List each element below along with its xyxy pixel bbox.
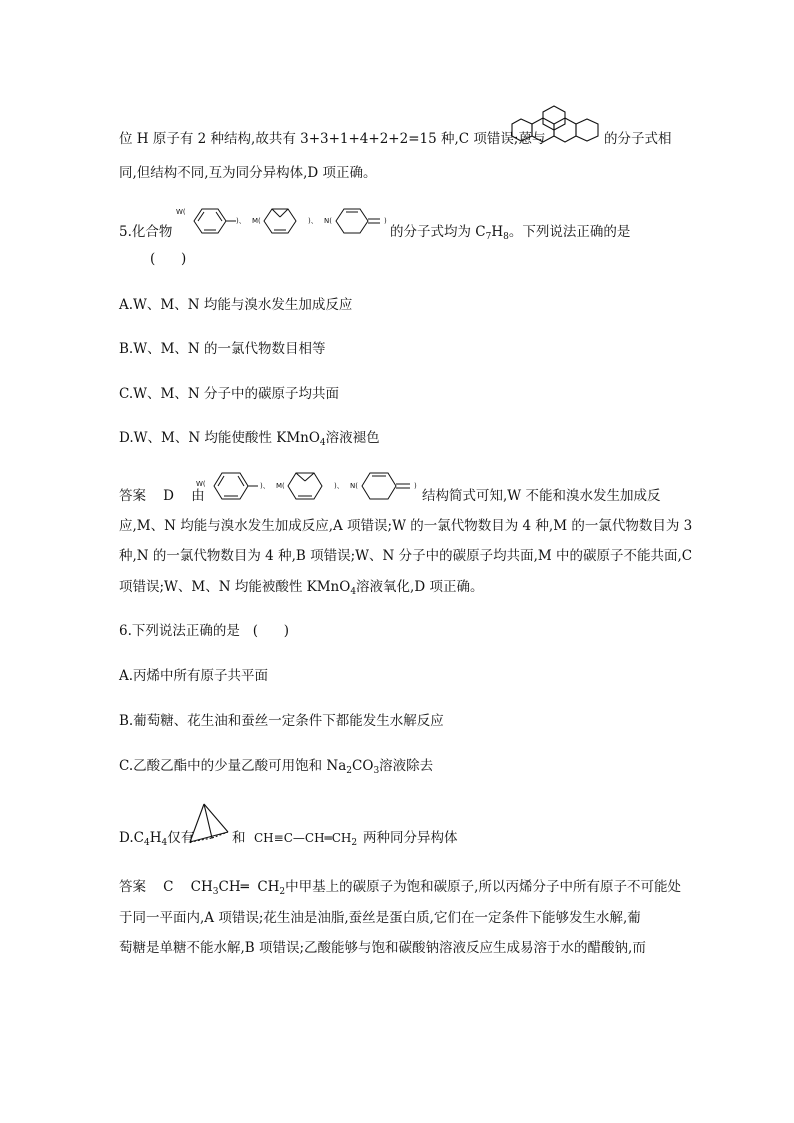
answer-text: 结构简式可知,W 不能和溴水发生加成反 — [422, 488, 661, 504]
option-text: 溶液褪色 — [325, 430, 380, 446]
text-segment: 位 H 原子有 2 种结构,故共有 3+3+1+4+2+2=15 种,C 项错误;蒽与 — [119, 131, 546, 147]
question-5-stem-tail — [390, 222, 630, 244]
mol-label-w: W( — [176, 208, 186, 216]
q5-option-b — [119, 339, 326, 359]
subscript: 4 — [319, 438, 326, 448]
option-text: 仅有 — [167, 830, 195, 846]
mol-close-w: )、 — [236, 217, 246, 225]
answer-text: 溶液氧化,D 项正确。 — [356, 579, 484, 595]
wmn-structures-image — [176, 203, 388, 241]
option-text: C.W、M、N 分子中的碳原子均共面 — [119, 386, 339, 402]
mol-label-n: N( — [350, 482, 358, 490]
answer-label: 答案 D 由 — [119, 488, 205, 504]
answer-text: 应,M、N 均能与溴水发生加成反应,A 项错误;W 的一氯代物数目为 4 种,M 的一氯代物数目为 3 — [119, 518, 693, 534]
option-text: C.乙酸乙酯中的少量乙酸可用饱和 Na — [119, 758, 347, 774]
mol-close-m: )、 — [308, 217, 318, 225]
q6-option-d-formula — [254, 828, 357, 850]
anthracene-structure-image — [510, 104, 600, 150]
q5-option-c — [119, 384, 339, 404]
paragraph-line-2 — [119, 163, 377, 183]
mol-label-n: N( — [324, 217, 332, 225]
option-text: D.W、M、N 均能使酸性 KMnO — [119, 430, 320, 446]
mol-close-m: )、 — [334, 482, 344, 490]
answer-text: 中甲基上的碳原子为饱和碳原子,所以丙烯分子中所有原子不可能处 — [285, 879, 681, 895]
q5-answer-line-3 — [119, 546, 692, 566]
subscript: 4 — [143, 838, 150, 848]
subscript: 7 — [485, 232, 492, 242]
q6-option-d — [119, 828, 194, 850]
answer-blank: ( ) — [150, 251, 187, 267]
option-text: B.葡萄糖、花生油和蚕丝一定条件下都能发生水解反应 — [119, 713, 444, 729]
subscript: 2 — [351, 838, 358, 848]
question-6-stem — [119, 621, 289, 641]
q5-answer-line-2 — [119, 516, 692, 536]
answer-text: 于同一平面内,A 项错误;花生油是油脂,蚕丝是蛋白质,它们在一定条件下能够发生水解,葡 — [119, 910, 641, 926]
paragraph-line-1 — [119, 129, 545, 149]
chemical-formula: CH≡C—CH═CH — [254, 831, 352, 845]
mol-close-w: )、 — [260, 482, 270, 490]
paragraph-line-1-end — [604, 129, 672, 149]
subscript: 2 — [279, 887, 286, 897]
subscript: 2 — [346, 766, 353, 776]
mol-label-m: M( — [276, 482, 285, 490]
option-text: A.W、M、N 均能与溴水发生加成反应 — [119, 297, 353, 313]
q6-answer-line-2 — [119, 908, 641, 928]
question-5-paren — [150, 249, 186, 269]
answer-text: 项错误;W、M、N 均能被酸性 KMnO — [119, 579, 351, 595]
subscript: 4 — [161, 838, 168, 848]
text-segment: 的分子式均为 C — [390, 224, 486, 240]
q5-option-a — [119, 295, 352, 315]
option-text: 和 — [232, 830, 246, 846]
option-text: B.W、M、N 的一氯代物数目相等 — [119, 341, 326, 357]
text-segment: 同,但结构不同,互为同分异构体,D 项正确。 — [119, 165, 377, 181]
q5-answer-line-4 — [119, 577, 483, 599]
option-text: D.C — [119, 830, 144, 846]
text-segment: 的分子式相 — [604, 131, 672, 147]
text-segment: H — [491, 224, 504, 240]
option-text: A.丙烯中所有原子共平面 — [119, 668, 269, 684]
q6-option-d-end — [363, 828, 458, 848]
subscript: 4 — [350, 587, 357, 597]
question-number: 5.化合物 — [119, 224, 173, 240]
question-text: 6.下列说法正确的是 ( ) — [119, 623, 290, 639]
option-text: 溶液除去 — [379, 758, 434, 774]
wmn-structures-answer-image — [196, 466, 418, 506]
q6-option-b — [119, 711, 444, 731]
subscript: 3 — [212, 887, 219, 897]
q5-answer-head — [119, 486, 205, 506]
mol-label-w: W( — [196, 480, 206, 488]
option-text: CO — [352, 758, 374, 774]
answer-text: 萄糖是单糖不能水解,B 项错误;乙酸能够与饱和碳酸钠溶液反应生成易溶于水的醋酸钠,而 — [119, 940, 646, 956]
q6-answer-line-3 — [119, 938, 646, 958]
q6-option-a — [119, 666, 268, 686]
q6-answer-line-1 — [119, 877, 681, 899]
subscript: 8 — [503, 232, 509, 242]
subscript: 3 — [373, 766, 380, 776]
q6-option-c — [119, 756, 433, 778]
mol-label-m: M( — [252, 217, 261, 225]
answer-text: 种,N 的一氯代物数目为 4 种,B 项错误;W、N 分子中的碳原子均共面,M 中的碳原子不能共面,C — [119, 548, 693, 564]
option-text: 两种同分异构体 — [363, 830, 458, 846]
option-text: H — [149, 830, 162, 846]
text-segment: 。下列说法正确的是 — [508, 224, 631, 240]
answer-label: 答案 C CH — [119, 879, 213, 895]
question-5-stem — [119, 222, 172, 242]
chemical-formula: CH═ CH — [218, 879, 280, 895]
tetrahedrane-structure-image — [188, 802, 232, 846]
mol-close-n: ) — [414, 482, 417, 490]
q5-answer-line-1 — [422, 486, 660, 506]
q6-option-d-tail — [232, 828, 246, 848]
q5-option-d — [119, 428, 380, 450]
mol-close-n: ) — [384, 217, 387, 225]
